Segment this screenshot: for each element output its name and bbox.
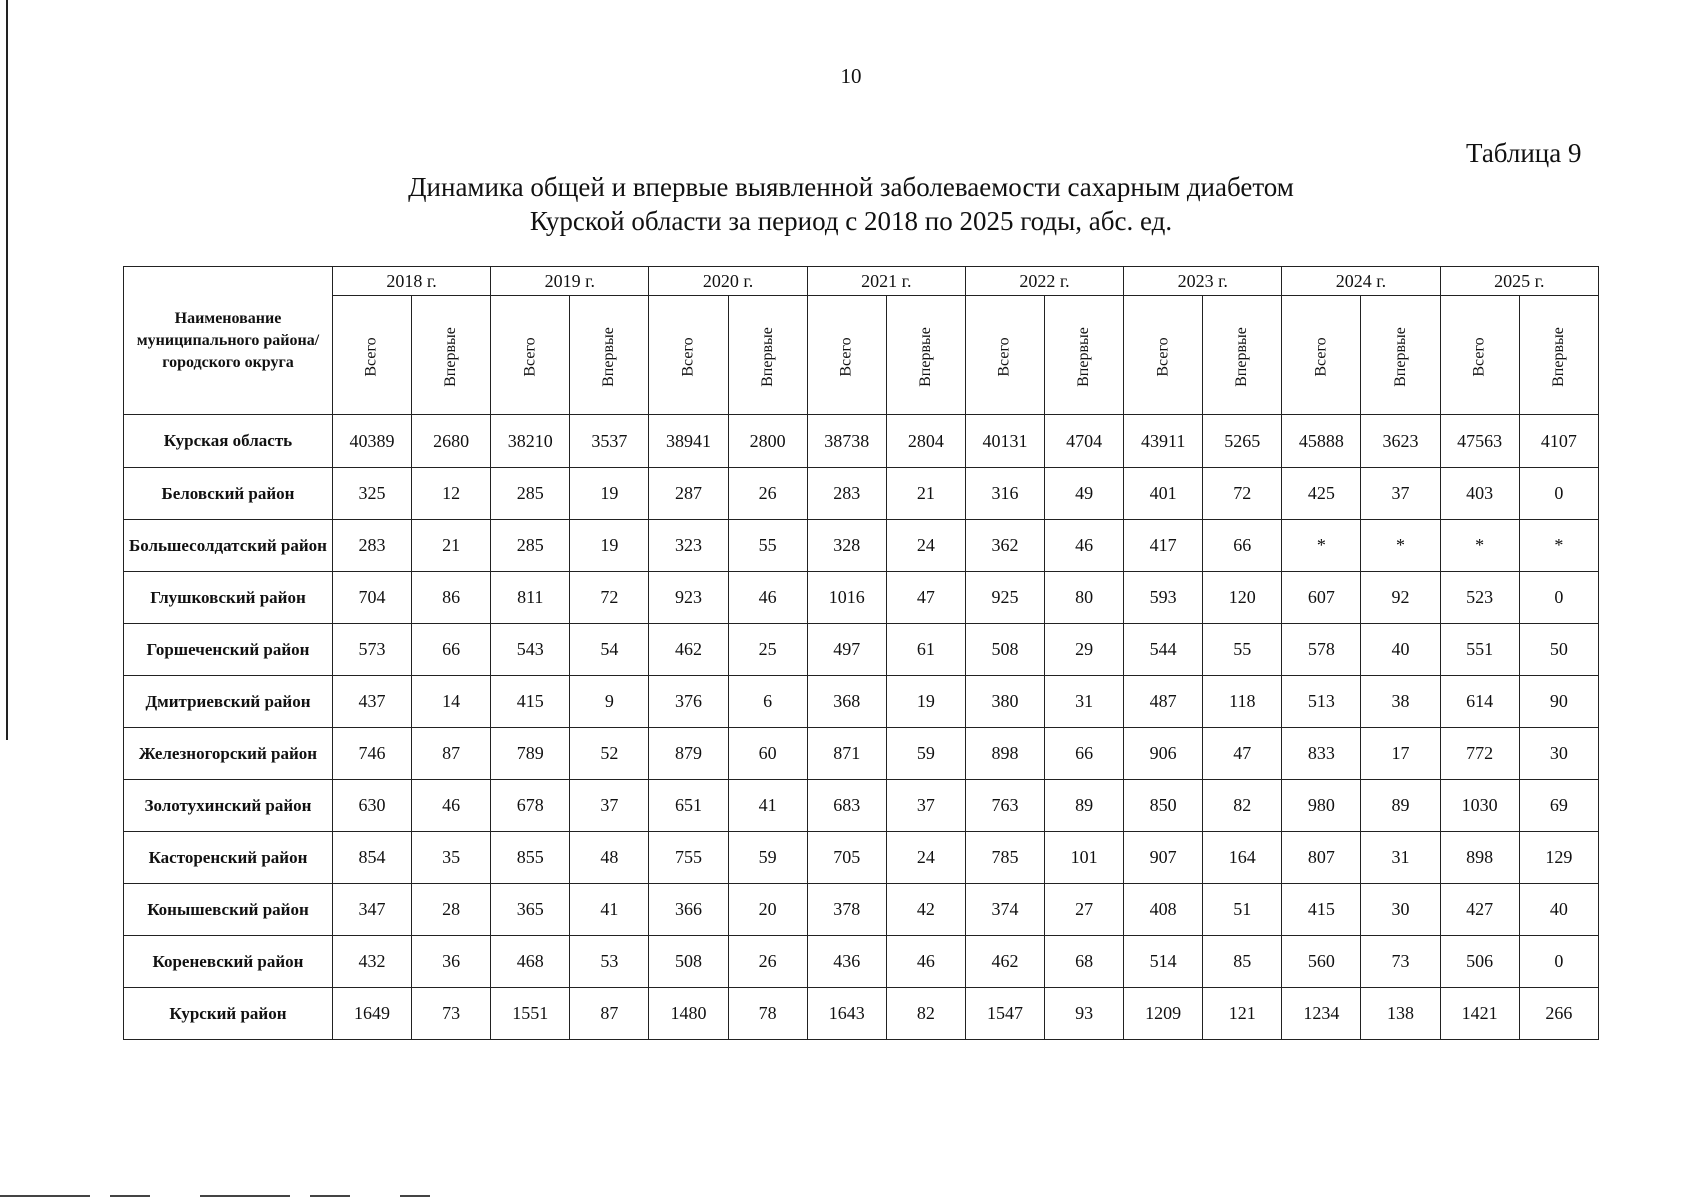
new-cases-cell: 82 [1203,780,1282,832]
new-cases-cell: 66 [412,624,491,676]
new-cases-subheader [570,296,649,415]
total-cases-cell: 807 [1282,832,1361,884]
new-cases-cell: 92 [1361,572,1440,624]
district-name: Курский район [124,988,333,1040]
table-row [124,624,1599,676]
new-cases-cell: 19 [570,468,649,520]
total-subheader [1124,296,1203,415]
subheader-label: Всего [1154,336,1172,377]
total-cases-cell: 462 [965,936,1044,988]
total-cases-cell: 871 [807,728,886,780]
new-cases-subheader [1203,296,1282,415]
new-cases-cell: 25 [728,624,807,676]
new-cases-cell: 3537 [570,415,649,468]
new-cases-cell: 19 [886,676,965,728]
total-cases-cell: 285 [491,468,570,520]
total-cases-cell: 772 [1440,728,1519,780]
total-cases-cell: 366 [649,884,728,936]
table-row [124,468,1599,520]
new-cases-cell: 47 [1203,728,1282,780]
new-cases-cell: 24 [886,520,965,572]
total-cases-cell: 408 [1124,884,1203,936]
total-cases-cell: 1480 [649,988,728,1040]
table-row [124,936,1599,988]
new-cases-cell: 69 [1519,780,1598,832]
new-cases-cell: 50 [1519,624,1598,676]
new-cases-cell: 4107 [1519,415,1598,468]
total-cases-cell: 607 [1282,572,1361,624]
new-cases-cell: 31 [1045,676,1124,728]
total-cases-cell: 508 [649,936,728,988]
new-cases-cell: 46 [728,572,807,624]
total-cases-cell: 40389 [332,415,411,468]
total-cases-cell: 436 [807,936,886,988]
total-cases-cell: 380 [965,676,1044,728]
total-cases-cell: 506 [1440,936,1519,988]
new-cases-cell: 129 [1519,832,1598,884]
subheader-label: Всего [679,336,697,377]
new-cases-cell: 120 [1203,572,1282,624]
subheader-label: Всего [995,336,1013,377]
total-cases-cell: 287 [649,468,728,520]
new-cases-cell: 78 [728,988,807,1040]
total-cases-cell: 462 [649,624,728,676]
total-cases-cell: 38941 [649,415,728,468]
new-cases-cell: 89 [1045,780,1124,832]
year-header: 2023 г. [1124,267,1282,296]
new-cases-cell: 73 [1361,936,1440,988]
total-cases-cell: 328 [807,520,886,572]
subheader-label: Всего [363,336,381,377]
new-cases-cell: 14 [412,676,491,728]
new-cases-cell: 86 [412,572,491,624]
new-cases-cell: 29 [1045,624,1124,676]
total-cases-cell: 1551 [491,988,570,1040]
new-cases-cell: 47 [886,572,965,624]
total-cases-cell: 325 [332,468,411,520]
new-cases-cell: * [1361,520,1440,572]
total-cases-cell: 365 [491,884,570,936]
new-cases-cell: 53 [570,936,649,988]
year-header: 2025 г. [1440,267,1598,296]
new-cases-cell: 9 [570,676,649,728]
total-cases-cell: 487 [1124,676,1203,728]
new-cases-cell: 72 [1203,468,1282,520]
new-cases-subheader [1045,296,1124,415]
table-row [124,415,1599,468]
new-cases-cell: 40 [1519,884,1598,936]
total-cases-cell: 683 [807,780,886,832]
total-subheader [332,296,411,415]
new-cases-cell: 66 [1045,728,1124,780]
new-cases-cell: 87 [570,988,649,1040]
total-cases-cell: 432 [332,936,411,988]
sub-header-row [124,296,1599,415]
new-cases-cell: 12 [412,468,491,520]
total-cases-cell: 437 [332,676,411,728]
district-name: Кореневский район [124,936,333,988]
total-cases-cell: 704 [332,572,411,624]
total-cases-cell: 45888 [1282,415,1361,468]
new-cases-cell: 66 [1203,520,1282,572]
total-cases-cell: 630 [332,780,411,832]
total-cases-cell: 551 [1440,624,1519,676]
subheader-label: Всего [1312,336,1330,377]
total-cases-cell: 833 [1282,728,1361,780]
new-cases-cell: 49 [1045,468,1124,520]
total-cases-cell: 403 [1440,468,1519,520]
new-cases-cell: 48 [570,832,649,884]
new-cases-cell: 72 [570,572,649,624]
total-cases-cell: 755 [649,832,728,884]
new-cases-cell: 93 [1045,988,1124,1040]
total-cases-cell: 1547 [965,988,1044,1040]
total-cases-cell: * [1282,520,1361,572]
district-name: Курская область [124,415,333,468]
subheader-label: Впервые [1075,326,1093,387]
new-cases-cell: 30 [1361,884,1440,936]
table-row [124,572,1599,624]
new-cases-cell: 2680 [412,415,491,468]
table-row [124,676,1599,728]
year-header: 2019 г. [491,267,649,296]
new-cases-cell: 61 [886,624,965,676]
total-cases-cell: 906 [1124,728,1203,780]
total-cases-cell: 368 [807,676,886,728]
total-cases-cell: 614 [1440,676,1519,728]
total-cases-cell: 415 [1282,884,1361,936]
new-cases-cell: 51 [1203,884,1282,936]
table-row [124,884,1599,936]
new-cases-cell: 4704 [1045,415,1124,468]
total-cases-cell: 401 [1124,468,1203,520]
title-line: Курской области за период с 2018 по 2025 годы, абс. ед. [529,206,1173,236]
district-name: Глушковский район [124,572,333,624]
total-cases-cell: 425 [1282,468,1361,520]
total-cases-cell: 508 [965,624,1044,676]
district-name: Золотухинский район [124,780,333,832]
new-cases-cell: * [1519,520,1598,572]
new-cases-cell: 21 [412,520,491,572]
subheader-label: Всего [837,336,855,377]
total-cases-cell: 854 [332,832,411,884]
new-cases-cell: 24 [886,832,965,884]
total-cases-cell: 678 [491,780,570,832]
new-cases-subheader [412,296,491,415]
total-cases-cell: 285 [491,520,570,572]
new-cases-cell: 37 [1361,468,1440,520]
new-cases-cell: 52 [570,728,649,780]
new-cases-cell: 27 [1045,884,1124,936]
total-subheader [491,296,570,415]
district-name: Железногорский район [124,728,333,780]
total-cases-cell: 811 [491,572,570,624]
total-cases-cell: 378 [807,884,886,936]
total-cases-cell: 907 [1124,832,1203,884]
new-cases-cell: 28 [412,884,491,936]
district-name: Беловский район [124,468,333,520]
year-header-row [124,267,1599,296]
total-cases-cell: 651 [649,780,728,832]
total-cases-cell: 1016 [807,572,886,624]
new-cases-cell: 87 [412,728,491,780]
new-cases-cell: 5265 [1203,415,1282,468]
page-edge-rule [6,0,8,740]
total-cases-cell: 376 [649,676,728,728]
total-cases-cell: 38210 [491,415,570,468]
year-header: 2021 г. [807,267,965,296]
total-cases-cell: 47563 [1440,415,1519,468]
total-cases-cell: 879 [649,728,728,780]
title-line: Динамика общей и впервые выявленной заболеваемости сахарным диабетом [408,172,1294,202]
year-header: 2020 г. [649,267,807,296]
table-row [124,520,1599,572]
table-row [124,780,1599,832]
subheader-label: Впервые [442,326,460,387]
new-cases-cell: 19 [570,520,649,572]
total-cases-cell: 1649 [332,988,411,1040]
subheader-label: Впервые [600,326,618,387]
total-cases-cell: * [1440,520,1519,572]
new-cases-cell: 73 [412,988,491,1040]
new-cases-cell: 37 [886,780,965,832]
total-cases-cell: 374 [965,884,1044,936]
total-cases-cell: 427 [1440,884,1519,936]
new-cases-cell: 164 [1203,832,1282,884]
subheader-label: Впервые [1233,326,1251,387]
new-cases-cell: 54 [570,624,649,676]
new-cases-cell: 6 [728,676,807,728]
total-cases-cell: 1643 [807,988,886,1040]
new-cases-subheader [886,296,965,415]
new-cases-cell: 20 [728,884,807,936]
new-cases-cell: 36 [412,936,491,988]
new-cases-cell: 26 [728,936,807,988]
incidence-table [123,266,1599,1040]
new-cases-cell: 55 [728,520,807,572]
total-cases-cell: 1234 [1282,988,1361,1040]
total-cases-cell: 415 [491,676,570,728]
subheader-label: Впервые [758,326,776,387]
total-cases-cell: 1209 [1124,988,1203,1040]
new-cases-subheader [1361,296,1440,415]
total-cases-cell: 898 [1440,832,1519,884]
name-column-header: Наименование муниципального района/ городского округа [124,267,333,415]
year-header: 2022 г. [965,267,1123,296]
total-cases-cell: 316 [965,468,1044,520]
new-cases-cell: 21 [886,468,965,520]
new-cases-cell: 118 [1203,676,1282,728]
table-row [124,728,1599,780]
total-cases-cell: 855 [491,832,570,884]
new-cases-cell: 46 [886,936,965,988]
table-label: Таблица 9 [1466,138,1582,168]
total-cases-cell: 850 [1124,780,1203,832]
total-cases-cell: 38738 [807,415,886,468]
new-cases-cell: 90 [1519,676,1598,728]
new-cases-cell: 121 [1203,988,1282,1040]
district-name: Большесолдатский район [124,520,333,572]
total-cases-cell: 323 [649,520,728,572]
total-cases-cell: 573 [332,624,411,676]
total-cases-cell: 544 [1124,624,1203,676]
new-cases-cell: 266 [1519,988,1598,1040]
page-number: 10 [840,64,862,88]
new-cases-cell: 138 [1361,988,1440,1040]
total-cases-cell: 468 [491,936,570,988]
total-subheader [807,296,886,415]
new-cases-subheader [728,296,807,415]
total-cases-cell: 513 [1282,676,1361,728]
subheader-label: Впервые [916,326,934,387]
new-cases-cell: 68 [1045,936,1124,988]
subheader-label: Впервые [1391,326,1409,387]
new-cases-cell: 46 [412,780,491,832]
new-cases-cell: 55 [1203,624,1282,676]
district-name: Конышевский район [124,884,333,936]
table-row [124,832,1599,884]
table-body [124,415,1599,1040]
total-cases-cell: 898 [965,728,1044,780]
total-cases-cell: 980 [1282,780,1361,832]
subheader-label: Всего [521,336,539,377]
total-cases-cell: 283 [332,520,411,572]
district-name: Дмитриевский район [124,676,333,728]
subheader-label: Впервые [1549,326,1567,387]
total-cases-cell: 923 [649,572,728,624]
year-header: 2024 г. [1282,267,1440,296]
total-cases-cell: 925 [965,572,1044,624]
new-cases-cell: 42 [886,884,965,936]
new-cases-cell: 26 [728,468,807,520]
new-cases-cell: 37 [570,780,649,832]
district-name: Горшеченский район [124,624,333,676]
new-cases-cell: 80 [1045,572,1124,624]
total-cases-cell: 514 [1124,936,1203,988]
new-cases-cell: 0 [1519,572,1598,624]
subheader-label: Всего [1470,336,1488,377]
total-cases-cell: 40131 [965,415,1044,468]
new-cases-cell: 59 [886,728,965,780]
total-cases-cell: 763 [965,780,1044,832]
new-cases-cell: 0 [1519,936,1598,988]
total-cases-cell: 560 [1282,936,1361,988]
total-cases-cell: 578 [1282,624,1361,676]
new-cases-cell: 0 [1519,468,1598,520]
total-cases-cell: 746 [332,728,411,780]
total-cases-cell: 362 [965,520,1044,572]
total-cases-cell: 593 [1124,572,1203,624]
total-cases-cell: 1030 [1440,780,1519,832]
scan-artifact-marks [0,1195,430,1197]
new-cases-cell: 85 [1203,936,1282,988]
total-cases-cell: 417 [1124,520,1203,572]
new-cases-cell: 59 [728,832,807,884]
total-cases-cell: 789 [491,728,570,780]
total-cases-cell: 347 [332,884,411,936]
new-cases-cell: 31 [1361,832,1440,884]
new-cases-subheader [1519,296,1598,415]
total-cases-cell: 283 [807,468,886,520]
new-cases-cell: 3623 [1361,415,1440,468]
total-subheader [1440,296,1519,415]
new-cases-cell: 38 [1361,676,1440,728]
total-subheader [649,296,728,415]
new-cases-cell: 46 [1045,520,1124,572]
total-cases-cell: 785 [965,832,1044,884]
new-cases-cell: 2800 [728,415,807,468]
document-title [0,170,1702,238]
table-row [124,988,1599,1040]
total-cases-cell: 43911 [1124,415,1203,468]
new-cases-cell: 35 [412,832,491,884]
new-cases-cell: 101 [1045,832,1124,884]
year-header: 2018 г. [332,267,490,296]
new-cases-cell: 41 [728,780,807,832]
new-cases-cell: 89 [1361,780,1440,832]
new-cases-cell: 2804 [886,415,965,468]
total-subheader [965,296,1044,415]
new-cases-cell: 40 [1361,624,1440,676]
total-cases-cell: 543 [491,624,570,676]
new-cases-cell: 17 [1361,728,1440,780]
district-name: Касторенский район [124,832,333,884]
new-cases-cell: 41 [570,884,649,936]
total-subheader [1282,296,1361,415]
total-cases-cell: 1421 [1440,988,1519,1040]
total-cases-cell: 523 [1440,572,1519,624]
new-cases-cell: 30 [1519,728,1598,780]
new-cases-cell: 60 [728,728,807,780]
total-cases-cell: 705 [807,832,886,884]
total-cases-cell: 497 [807,624,886,676]
new-cases-cell: 82 [886,988,965,1040]
